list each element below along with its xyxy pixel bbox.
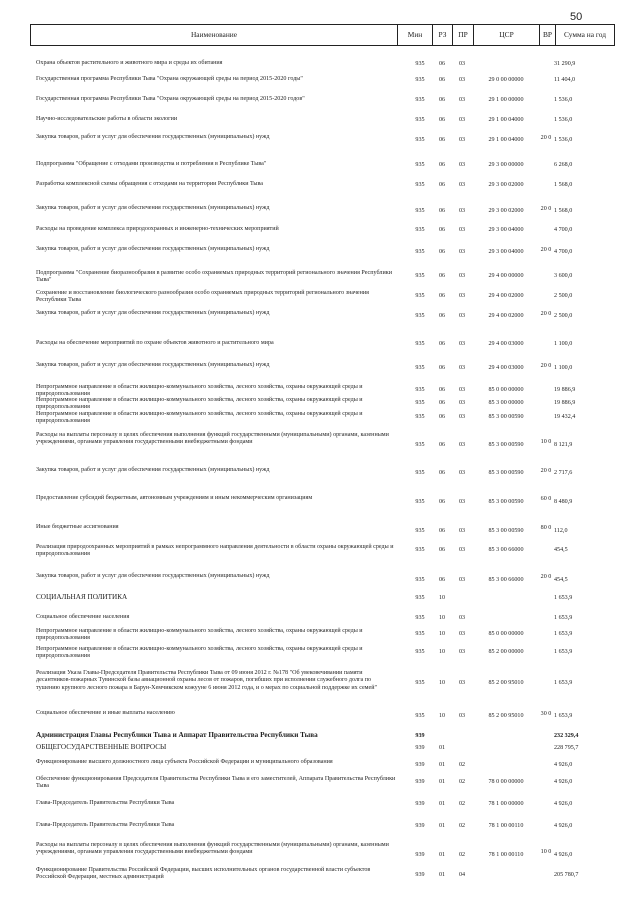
cell-pr: 03: [458, 117, 466, 123]
cell-name: Непрограммное направление в области жилищно-коммунального хозяйства, лесного хозяйства, охраны окружающей среды и природопользования: [36, 411, 363, 425]
cell-rz: 06: [438, 470, 446, 476]
cell-rz: 06: [438, 341, 446, 347]
cell-vr: 30 0: [540, 711, 552, 717]
cell-csr: 29 3 00 02000: [488, 182, 524, 188]
cell-sum: 1 653,9: [554, 680, 573, 686]
cell-name: Реализация природоохранных мероприятий в рамках непрограммного направления деятельности в области охраны окружающей среды и природопользования: [36, 544, 394, 558]
cell-csr: 29 3 00 00000: [488, 162, 524, 168]
cell-vr: 20 0: [540, 135, 552, 141]
cell-min: 935: [415, 97, 425, 103]
cell-pr: 03: [458, 273, 466, 279]
cell-csr: 85 3 00 00590: [488, 414, 524, 420]
cell-min: 939: [415, 762, 425, 768]
cell-sum: 4 926,0: [554, 779, 573, 785]
table-row: [30, 495, 615, 511]
cell-csr: 85 3 00 66000: [488, 577, 524, 583]
cell-name: Непрограммное направление в области жилищно-коммунального хозяйства, лесного хозяйства, охраны окружающей среды и природопользования: [36, 397, 363, 411]
cell-rz: 10: [438, 631, 446, 637]
cell-min: 935: [415, 117, 425, 123]
cell-name: Охрана объектов растительного и животного мира и среды их обитания: [36, 60, 223, 66]
cell-name: Закупка товаров, работ и услуг для обеспечения государственных (муниципальных) нужд: [36, 205, 270, 211]
cell-pr: 03: [458, 442, 466, 448]
cell-rz: 06: [438, 547, 446, 553]
cell-min: 935: [415, 61, 425, 67]
cell-csr: 29 1 00 00000: [488, 97, 524, 103]
cell-csr: 29 1 00 04000: [488, 117, 524, 123]
cell-min: 939: [415, 872, 425, 878]
cell-rz: 01: [438, 762, 446, 768]
cell-csr: 85 3 00 00000: [488, 400, 524, 406]
cell-csr: 78 1 00 00110: [488, 823, 524, 829]
cell-name: СОЦИАЛЬНАЯ ПОЛИТИКА: [36, 593, 128, 601]
table-row: [30, 614, 615, 624]
cell-sum: 4 700,0: [554, 249, 573, 255]
cell-pr: 03: [458, 97, 466, 103]
cell-min: 935: [415, 387, 425, 393]
cell-rz: 06: [438, 293, 446, 299]
cell-name: Закупка товаров, работ и услуг для обеспечения государственных (муниципальных) нужд: [36, 467, 270, 473]
cell-sum: 454,5: [554, 577, 568, 583]
cell-sum: 2 500,0: [554, 313, 573, 319]
cell-min: 939: [415, 852, 425, 858]
cell-rz: 06: [438, 577, 446, 583]
cell-csr: 29 3 00 04000: [488, 249, 524, 255]
cell-min: 935: [415, 137, 425, 143]
table-row: [30, 362, 615, 376]
cell-min: 939: [415, 745, 425, 751]
header-vr: ВР: [539, 25, 555, 45]
table-row: [30, 76, 615, 86]
cell-sum: 8 480,9: [554, 499, 573, 505]
cell-vr: 20 0: [540, 311, 552, 317]
cell-min: 935: [415, 182, 425, 188]
table-row: [30, 776, 615, 790]
cell-rz: 06: [438, 249, 446, 255]
cell-pr: 03: [458, 649, 466, 655]
cell-vr: 60 0: [540, 496, 552, 502]
cell-csr: 78 0 00 00000: [488, 779, 524, 785]
cell-sum: 19 432,4: [554, 414, 576, 420]
cell-name: Подпрограмма "Обращение с отходами производства и потребления в Республике Тыва": [36, 161, 267, 167]
cell-sum: 4 926,0: [554, 762, 573, 768]
cell-vr: 20 0: [540, 206, 552, 212]
cell-csr: 29 3 00 04000: [488, 227, 524, 233]
cell-rz: 10: [438, 649, 446, 655]
cell-name: Государственная программа Республики Тыва "Охрана окружающей среды на период 2015-2020 годы": [36, 76, 303, 82]
cell-rz: 06: [438, 499, 446, 505]
cell-rz: 06: [438, 162, 446, 168]
cell-name: Функционирование высшего должностного лица субъекта Российской Федерации и муниципального образования: [36, 759, 333, 765]
cell-min: 935: [415, 499, 425, 505]
table-row: [30, 397, 615, 411]
cell-sum: 205 780,7: [554, 872, 579, 878]
cell-sum: 112,0: [554, 528, 568, 534]
cell-csr: 85 2 00 95010: [488, 713, 524, 719]
cell-pr: 04: [458, 872, 466, 878]
cell-rz: 06: [438, 273, 446, 279]
cell-csr: 85 3 00 00590: [488, 528, 524, 534]
table-row: [30, 800, 615, 810]
cell-name: Закупка товаров, работ и услуг для обеспечения государственных (муниципальных) нужд: [36, 134, 270, 140]
cell-rz: 01: [438, 872, 446, 878]
cell-pr: 03: [458, 77, 466, 83]
table-row: [30, 842, 615, 870]
cell-name: Подпрограмма "Сохранение биоразнообразия в развитие особо охраняемых природных территорий регионального значения Республики Тыва": [36, 270, 392, 284]
table-row: [30, 628, 615, 642]
table-row: [30, 544, 615, 558]
cell-csr: 85 2 00 00000: [488, 649, 524, 655]
cell-sum: 1 653,9: [554, 713, 573, 719]
cell-sum: 1 100,0: [554, 341, 573, 347]
cell-pr: 02: [458, 801, 466, 807]
cell-name: Иные бюджетные ассигнования: [36, 524, 119, 530]
cell-min: 935: [415, 649, 425, 655]
table-row: [30, 646, 615, 660]
cell-name: Расходы на обеспечение мероприятий по охране объектов животного и растительного мира: [36, 340, 274, 346]
cell-name: Предоставление субсидий бюджетным, автономным учреждениям и иным некоммерческим организациям: [36, 495, 313, 501]
cell-rz: 01: [438, 823, 446, 829]
header-csr: ЦСР: [473, 25, 539, 45]
cell-csr: 85 2 00 95010: [488, 680, 524, 686]
table-row: [30, 181, 615, 191]
cell-pr: 03: [458, 293, 466, 299]
cell-sum: 1 568,0: [554, 208, 573, 214]
cell-min: 935: [415, 442, 425, 448]
cell-pr: 03: [458, 713, 466, 719]
table-row: [30, 340, 615, 350]
table-row: [30, 226, 615, 236]
cell-min: 935: [415, 595, 425, 601]
table-row: [30, 134, 615, 148]
cell-vr: 20 0: [540, 574, 552, 580]
cell-csr: 85 3 00 00590: [488, 442, 524, 448]
cell-min: 935: [415, 713, 425, 719]
table-row: [30, 60, 615, 70]
cell-pr: 03: [458, 577, 466, 583]
cell-csr: 85 3 00 00590: [488, 470, 524, 476]
table-row: [30, 310, 615, 324]
cell-min: 935: [415, 273, 425, 279]
cell-rz: 01: [438, 801, 446, 807]
cell-sum: 19 886,9: [554, 387, 576, 393]
cell-pr: 03: [458, 547, 466, 553]
cell-pr: 03: [458, 400, 466, 406]
table-row: [30, 161, 615, 171]
cell-min: 935: [415, 293, 425, 299]
table-row: [30, 710, 615, 724]
cell-pr: 03: [458, 208, 466, 214]
cell-vr: 10 0: [540, 439, 552, 445]
cell-sum: 6 268,0: [554, 162, 573, 168]
cell-vr: 80 0: [540, 525, 552, 531]
cell-csr: 85 3 00 00590: [488, 499, 524, 505]
cell-rz: 06: [438, 313, 446, 319]
cell-sum: 19 886,9: [554, 400, 576, 406]
table-header: [30, 24, 615, 46]
cell-min: 935: [415, 208, 425, 214]
cell-csr: 29 4 00 03000: [488, 341, 524, 347]
cell-sum: 1 653,9: [554, 631, 573, 637]
cell-csr: 29 1 00 04000: [488, 137, 524, 143]
cell-pr: 03: [458, 341, 466, 347]
cell-name: Непрограммное направление в области жилищно-коммунального хозяйства, лесного хозяйства, охраны окружающей среды и природопользования: [36, 646, 363, 660]
cell-name: Расходы на выплаты персоналу в целях обеспечения выполнения функций государственными (муниципальными) органами, казенными учреждениями, органами управления государственными внебюджетными фондами: [36, 842, 389, 856]
header-sum: Сумма на год: [555, 25, 614, 45]
cell-vr: 20 0: [540, 247, 552, 253]
cell-pr: 03: [458, 137, 466, 143]
cell-rz: 06: [438, 414, 446, 420]
cell-min: 939: [415, 733, 425, 739]
cell-min: 935: [415, 631, 425, 637]
cell-name: Обеспечение функционирования Председателя Правительства Республики Тыва и его заместителей, Аппарата Правительства Республики Тыва: [36, 776, 396, 790]
table-row: [30, 467, 615, 481]
cell-min: 935: [415, 680, 425, 686]
cell-vr: 20 0: [540, 468, 552, 474]
cell-rz: 06: [438, 97, 446, 103]
table-row: [30, 116, 615, 126]
table-row: [30, 744, 615, 754]
cell-pr: 03: [458, 313, 466, 319]
cell-pr: 03: [458, 414, 466, 420]
cell-pr: 03: [458, 615, 466, 621]
cell-pr: 03: [458, 528, 466, 534]
header-min: Мин: [397, 25, 432, 45]
cell-rz: 06: [438, 528, 446, 534]
cell-min: 935: [415, 615, 425, 621]
cell-sum: 3 600,0: [554, 273, 573, 279]
cell-sum: 2 500,0: [554, 293, 573, 299]
cell-name: Социальное обеспечение населения: [36, 614, 130, 620]
cell-sum: 454,5: [554, 547, 568, 553]
cell-pr: 03: [458, 249, 466, 255]
cell-csr: 29 4 00 02000: [488, 293, 524, 299]
cell-min: 935: [415, 341, 425, 347]
cell-name: Функционирование Правительства Российской Федерации, высших исполнительных органов государственной власти субъектов Российской Федерации, местных администраций: [36, 867, 371, 881]
table-row: [30, 732, 615, 742]
cell-name: Реализация Указа Главы-Председателя Правительства Республики Тыва от 09 июня 2012 г. №178 "Об увековечивании памяти десантников-пожарных Тувинской базы авиационной охраны лесов от пожаров, погибших при исполнении служебного долга по тушению крупного лесного пожара в Барун-Хемчикском кожууне 6 июня 2012 года, и о мерах по социальной поддержке их семей": [36, 670, 377, 691]
cell-name: Расходы на проведение комплекса природоохранных и инженерно-технических мероприятий: [36, 226, 279, 232]
cell-sum: 1 653,9: [554, 615, 573, 621]
header-rz: РЗ: [432, 25, 452, 45]
cell-min: 939: [415, 779, 425, 785]
cell-sum: 11 404,0: [554, 77, 576, 83]
cell-csr: 85 3 00 66000: [488, 547, 524, 553]
cell-pr: 03: [458, 365, 466, 371]
cell-pr: 03: [458, 227, 466, 233]
cell-min: 935: [415, 249, 425, 255]
cell-pr: 03: [458, 680, 466, 686]
cell-rz: 06: [438, 117, 446, 123]
cell-sum: 232 329,4: [554, 733, 579, 739]
cell-min: 935: [415, 577, 425, 583]
cell-pr: 03: [458, 61, 466, 67]
cell-name: Расходы на выплаты персоналу в целях обеспечения выполнения функций государственными (муниципальными) органами, казенными учреждениями, органами управления государственными внебюджетными фондами: [36, 432, 389, 446]
cell-pr: 03: [458, 182, 466, 188]
cell-min: 935: [415, 470, 425, 476]
table-row: [30, 290, 615, 304]
cell-name: Администрация Главы Республики Тыва и Аппарат Правительства Республики Тыва: [36, 731, 318, 739]
cell-sum: 4 926,0: [554, 801, 573, 807]
cell-pr: 02: [458, 779, 466, 785]
table-row: [30, 524, 615, 540]
cell-vr: 20 0: [540, 363, 552, 369]
cell-sum: 1 536,0: [554, 137, 573, 143]
cell-rz: 06: [438, 365, 446, 371]
header-pr: ПР: [452, 25, 473, 45]
cell-min: 939: [415, 801, 425, 807]
cell-sum: 228 795,7: [554, 745, 579, 751]
cell-name: Государственная программа Республики Тыва "Охрана окружающей среды на период 2015-2020 годов": [36, 96, 305, 102]
cell-name: Непрограммное направление в области жилищно-коммунального хозяйства, лесного хозяйства, охраны окружающей среды и природопользования: [36, 628, 363, 642]
cell-sum: 1 536,0: [554, 117, 573, 123]
cell-name: Разработка комплексной схемы обращения с отходами на территории Республики Тыва: [36, 181, 264, 187]
cell-name: Глава-Председатель Правительства Республики Тыва: [36, 800, 175, 806]
cell-name: Закупка товаров, работ и услуг для обеспечения государственных (муниципальных) нужд: [36, 246, 270, 252]
header-name: Наименование: [190, 30, 238, 39]
cell-pr: 03: [458, 387, 466, 393]
cell-csr: 29 4 00 00000: [488, 273, 524, 279]
cell-rz: 06: [438, 182, 446, 188]
cell-rz: 01: [438, 745, 446, 751]
cell-vr: 10 0: [540, 849, 552, 855]
cell-rz: 01: [438, 852, 446, 858]
cell-csr: 85 0 00 00000: [488, 387, 524, 393]
cell-pr: 02: [458, 762, 466, 768]
cell-rz: 10: [438, 615, 446, 621]
cell-csr: 78 1 00 00000: [488, 801, 524, 807]
cell-min: 935: [415, 400, 425, 406]
cell-pr: 03: [458, 162, 466, 168]
cell-min: 935: [415, 414, 425, 420]
cell-pr: 02: [458, 823, 466, 829]
table-row: [30, 411, 615, 425]
table-row: [30, 822, 615, 832]
cell-csr: 29 0 00 00000: [488, 77, 524, 83]
table-row: [30, 384, 615, 398]
cell-sum: 4 926,0: [554, 823, 573, 829]
table-row: [30, 205, 615, 219]
cell-csr: 85 0 00 00000: [488, 631, 524, 637]
cell-name: Непрограммное направление в области жилищно-коммунального хозяйства, лесного хозяйства, охраны окружающей среды и природопользования: [36, 384, 363, 398]
cell-csr: 29 4 00 03000: [488, 365, 524, 371]
cell-sum: 2 717,6: [554, 470, 573, 476]
cell-rz: 06: [438, 77, 446, 83]
cell-rz: 10: [438, 713, 446, 719]
cell-pr: 02: [458, 852, 466, 858]
cell-rz: 06: [438, 61, 446, 67]
cell-min: 935: [415, 547, 425, 553]
table-row: [30, 246, 615, 260]
cell-min: 935: [415, 77, 425, 83]
table-row: [30, 670, 615, 698]
cell-rz: 06: [438, 227, 446, 233]
table-row: [30, 270, 615, 284]
page-number: 50: [570, 11, 583, 23]
cell-min: 935: [415, 365, 425, 371]
cell-rz: 06: [438, 387, 446, 393]
cell-rz: 06: [438, 208, 446, 214]
table-row: [30, 594, 615, 604]
cell-csr: 29 3 00 02000: [488, 208, 524, 214]
cell-sum: 1 653,9: [554, 649, 573, 655]
cell-sum: 1 568,0: [554, 182, 573, 188]
cell-name: Закупка товаров, работ и услуг для обеспечения государственных (муниципальных) нужд: [36, 310, 270, 316]
cell-min: 935: [415, 313, 425, 319]
cell-sum: 1 653,9: [554, 595, 573, 601]
cell-csr: 78 1 00 00110: [488, 852, 524, 858]
cell-rz: 06: [438, 137, 446, 143]
cell-rz: 06: [438, 400, 446, 406]
cell-name: Социальное обеспечение и иные выплаты населению: [36, 710, 175, 716]
cell-min: 939: [415, 823, 425, 829]
cell-pr: 03: [458, 499, 466, 505]
cell-sum: 1 536,0: [554, 97, 573, 103]
table-row: [30, 867, 615, 885]
cell-name: Закупка товаров, работ и услуг для обеспечения государственных (муниципальных) нужд: [36, 573, 270, 579]
cell-pr: 03: [458, 631, 466, 637]
cell-name: Глава-Председатель Правительства Республики Тыва: [36, 822, 175, 828]
cell-name: ОБЩЕГОСУДАРСТВЕННЫЕ ВОПРОСЫ: [36, 743, 167, 751]
cell-min: 935: [415, 162, 425, 168]
cell-sum: 4 926,0: [554, 852, 573, 858]
cell-sum: 8 121,9: [554, 442, 573, 448]
cell-rz: 01: [438, 779, 446, 785]
table-row: [30, 759, 615, 773]
table-row: [30, 573, 615, 589]
cell-sum: 1 100,0: [554, 365, 573, 371]
cell-name: Сохранение и восстановление биологического разнообразия особо охраняемых природных территорий регионального значения Республики Тыва: [36, 290, 369, 304]
cell-pr: 03: [458, 470, 466, 476]
cell-name: Закупка товаров, работ и услуг для обеспечения государственных (муниципальных) нужд: [36, 362, 270, 368]
table-row: [30, 432, 615, 460]
cell-csr: 29 4 00 02000: [488, 313, 524, 319]
cell-sum: 4 700,0: [554, 227, 573, 233]
cell-min: 935: [415, 227, 425, 233]
cell-name: Научно-исследовательские работы в области экологии: [36, 116, 178, 122]
table-row: [30, 96, 615, 106]
cell-rz: 10: [438, 680, 446, 686]
cell-sum: 31 290,9: [554, 61, 576, 67]
cell-min: 935: [415, 528, 425, 534]
cell-rz: 06: [438, 442, 446, 448]
cell-rz: 10: [438, 595, 446, 601]
